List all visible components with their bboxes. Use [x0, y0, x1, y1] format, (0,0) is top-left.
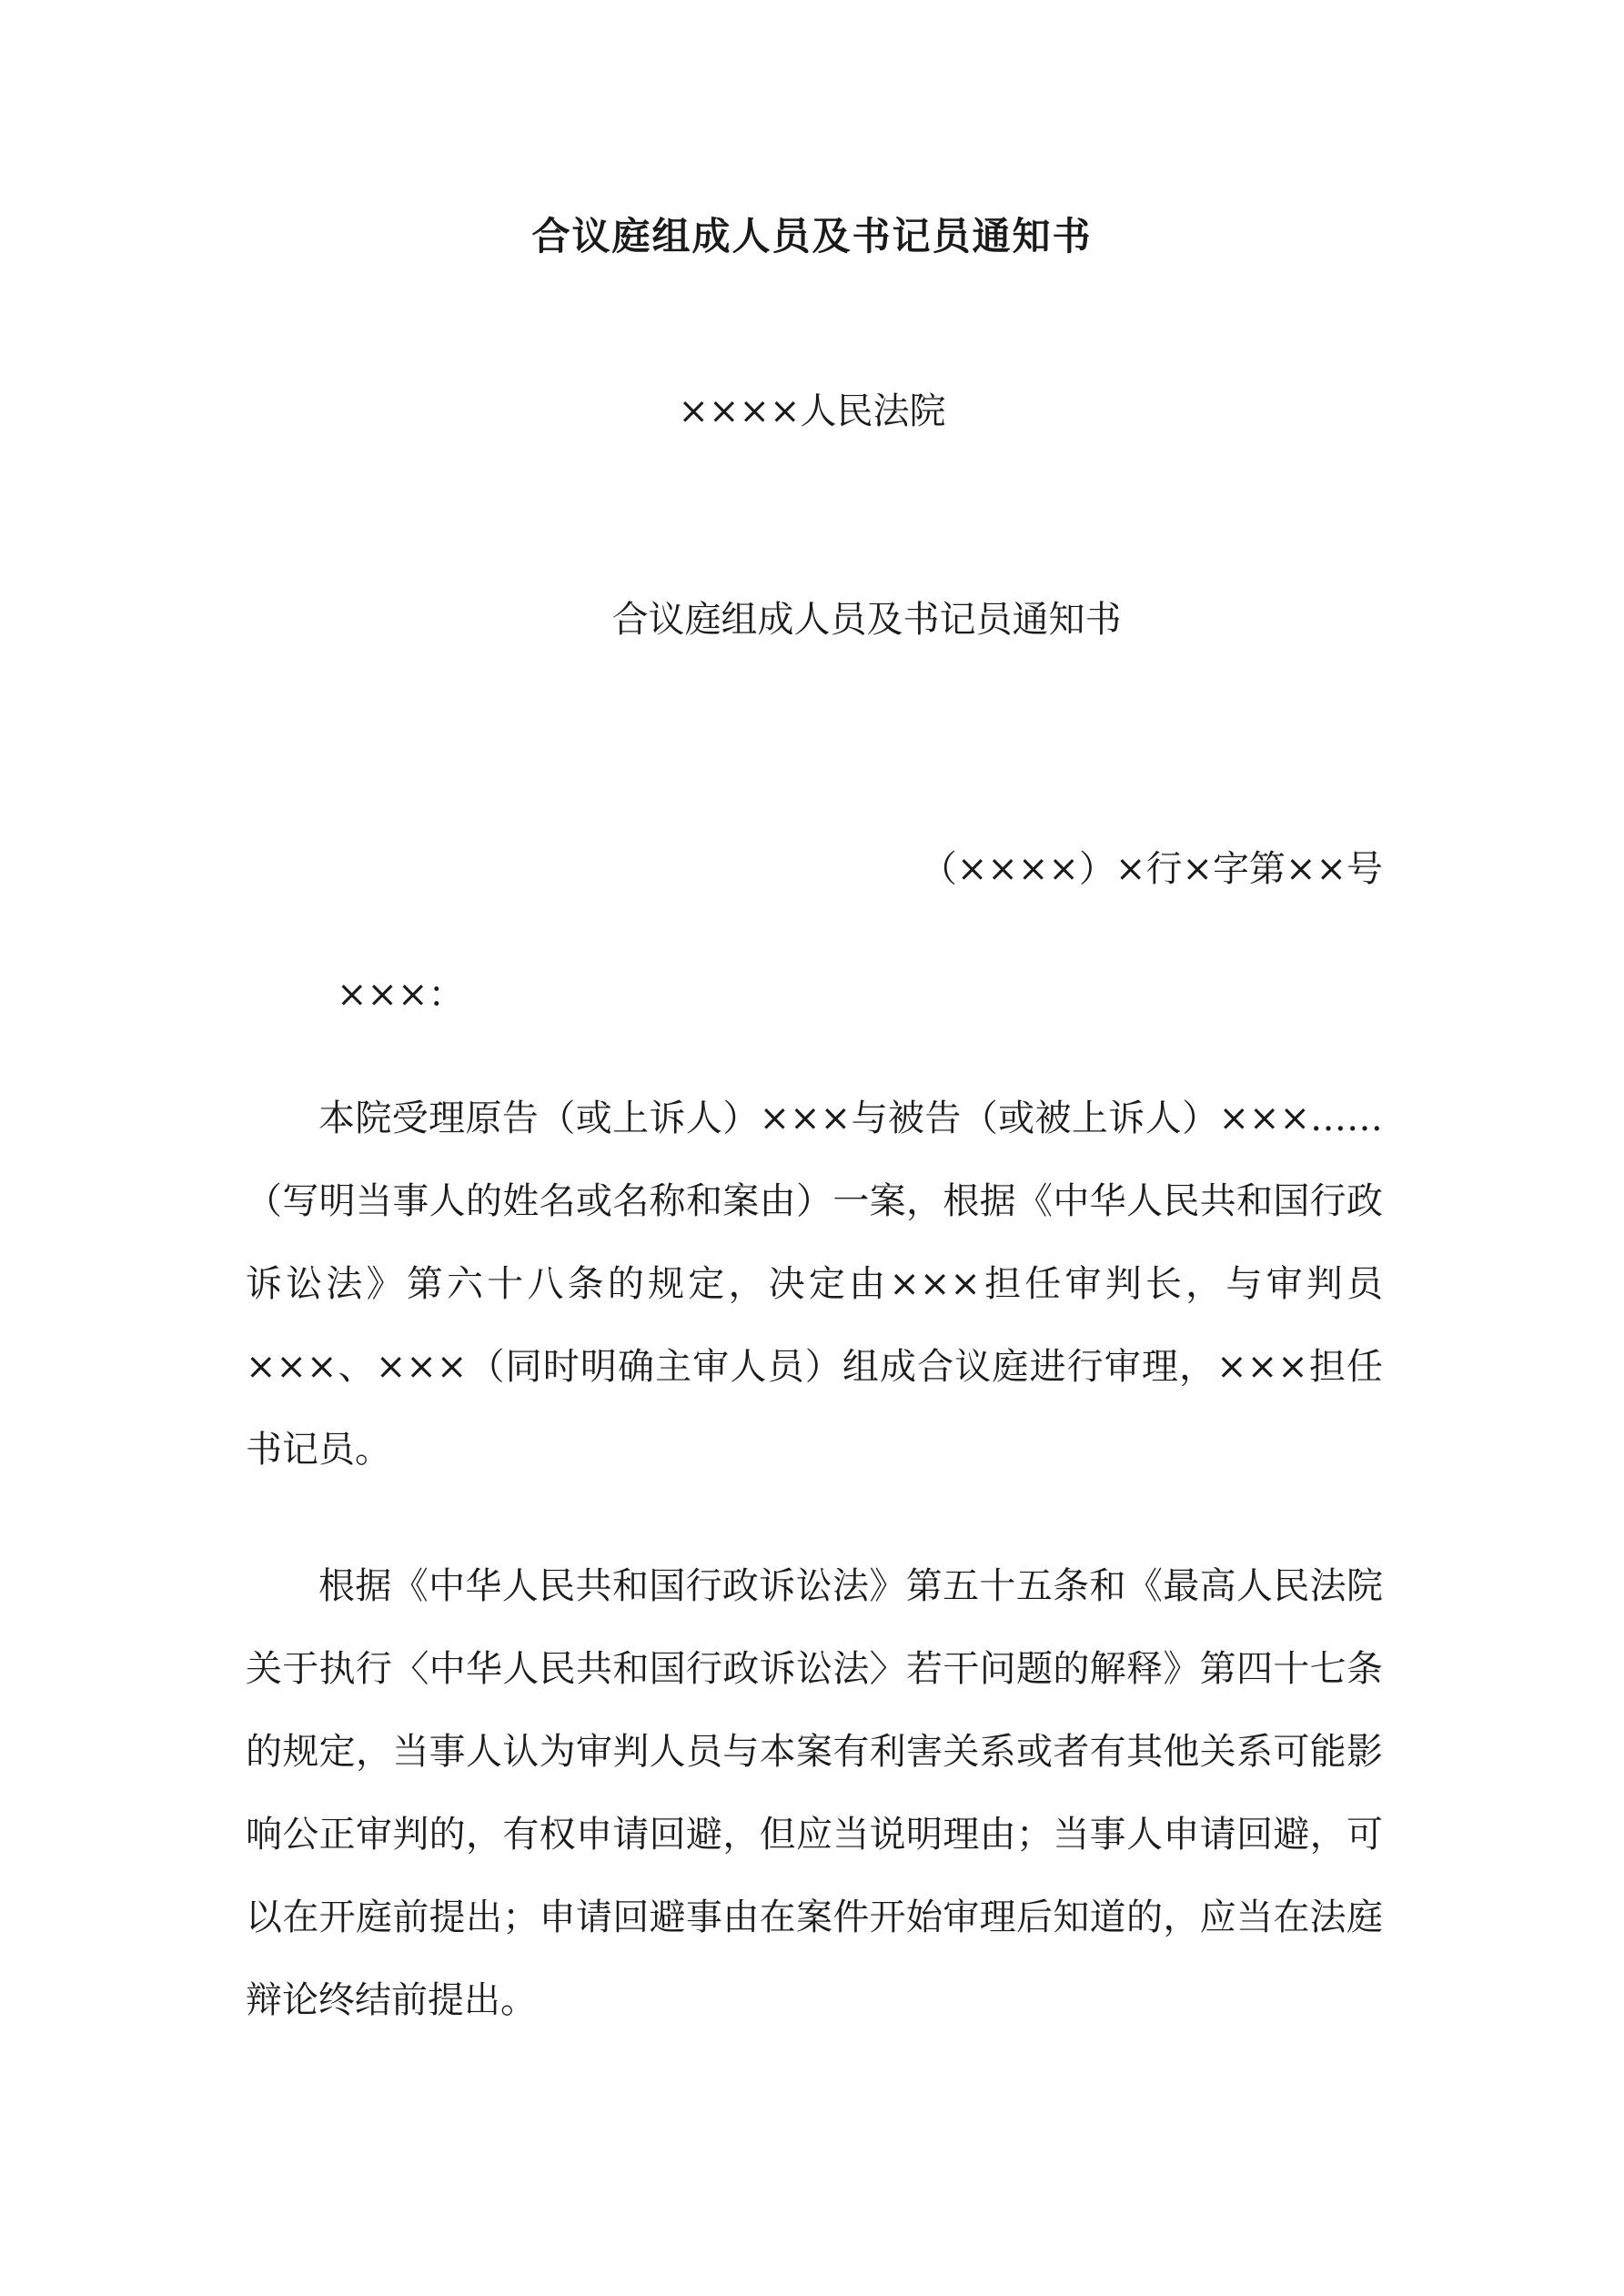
document-header-title: 合议庭组成人员及书记员通知书	[531, 214, 1093, 258]
body-paragraph: 根据《中华人民共和国行政诉讼法》第五十五条和《最高人民法院关于执行〈中华人民共和国行政诉讼法〉若干问题的解释》第四十七条的规定，当事人认为审判人员与本案有利害关系或者有其他关系可能影响公正审判的，有权申请回避，但应当说明理由；当事人申请回避，可以在开庭前提出；申请回避事由在案件开始审理后知道的，应当在法庭辩论终结前提出。	[246, 1565, 1383, 2021]
court-name: ××××人民法院	[678, 390, 946, 432]
addressee: ×××：	[337, 974, 465, 1016]
case-number: （××××）×行×字第××号	[920, 848, 1383, 890]
notice-title: 合议庭组成人员及书记员通知书	[611, 599, 1122, 641]
body-paragraph: 本院受理原告（或上诉人）×××与被告（或被上诉人）×××……（写明当事人的姓名或名称和案由）一案，根据《中华人民共和国行政诉讼法》第六十八条的规定，决定由×××担任审判长，与审判员×××、×××（同时明确主审人员）组成合议庭进行审理，×××担任书记员。	[246, 1097, 1383, 1471]
